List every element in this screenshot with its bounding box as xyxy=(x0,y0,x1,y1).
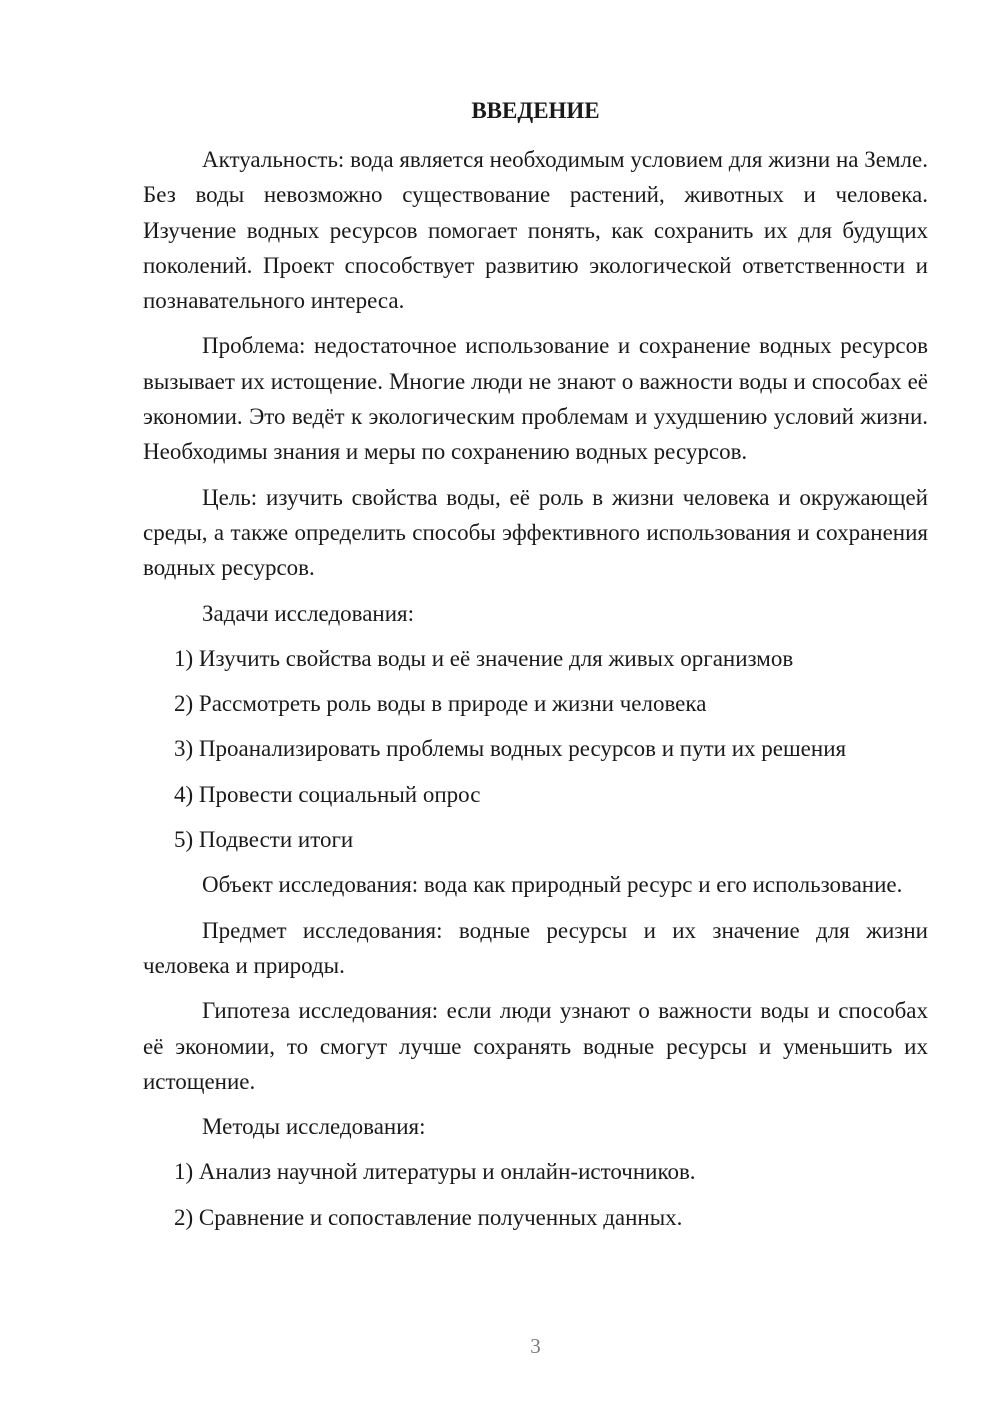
tasks-list xyxy=(143,641,928,857)
page-title: ВВЕДЕНИЕ xyxy=(471,98,600,123)
document-body xyxy=(143,142,928,1245)
task-item: 1) Изучить свойства воды и её значение для живых организмов xyxy=(174,645,794,671)
page-number: 3 xyxy=(530,1334,541,1358)
method-item: 2) Сравнение и сопоставление полученных данных. xyxy=(174,1204,683,1230)
object-paragraph: Объект исследования: вода как природный ресурс и его использование. xyxy=(202,872,903,898)
task-item: 3) Проанализировать проблемы водных ресурсов и пути их решения xyxy=(174,736,847,762)
task-item: 2) Рассмотреть роль воды в природе и жизни человека xyxy=(174,691,707,717)
methods-list xyxy=(143,1154,928,1235)
methods-title: Методы исследования: xyxy=(202,1114,426,1140)
task-item: 5) Подвести итоги xyxy=(174,827,354,853)
task-item: 4) Провести социальный опрос xyxy=(174,781,481,807)
relevance-paragraph: Актуальность: вода является необходимым условием для жизни на Земле. Без воды невозможно существование растений, животных и человека. Изучение водных ресурсов помогает понять, как сохранить их для будущих поколений. Проект способствует развитию экологической ответственности и познавательного интереса. xyxy=(143,147,928,314)
subject-paragraph: Предмет исследования: водные ресурсы и их значение для жизни человека и природы. xyxy=(143,917,928,978)
tasks-title: Задачи исследования: xyxy=(202,600,415,626)
method-item: 1) Анализ научной литературы и онлайн-источников. xyxy=(174,1159,696,1185)
hypothesis-paragraph: Гипотеза исследования: если люди узнают о важности воды и способах её экономии, то смогут лучше сохранять водные ресурсы и уменьшить их истощение. xyxy=(143,998,928,1094)
goal-paragraph: Цель: изучить свойства воды, её роль в жизни человека и окружающей среды, а также определить способы эффективного использования и сохранения водных ресурсов. xyxy=(143,484,928,581)
problem-paragraph: Проблема: недостаточное использование и сохранение водных ресурсов вызывает их истощение. Многие люди не знают о важности воды и способах её экономии. Это ведёт к экологическим проблемам и ухудшению условий жизни. Необходимы знания и меры по сохранению водных ресурсов. xyxy=(143,333,928,465)
